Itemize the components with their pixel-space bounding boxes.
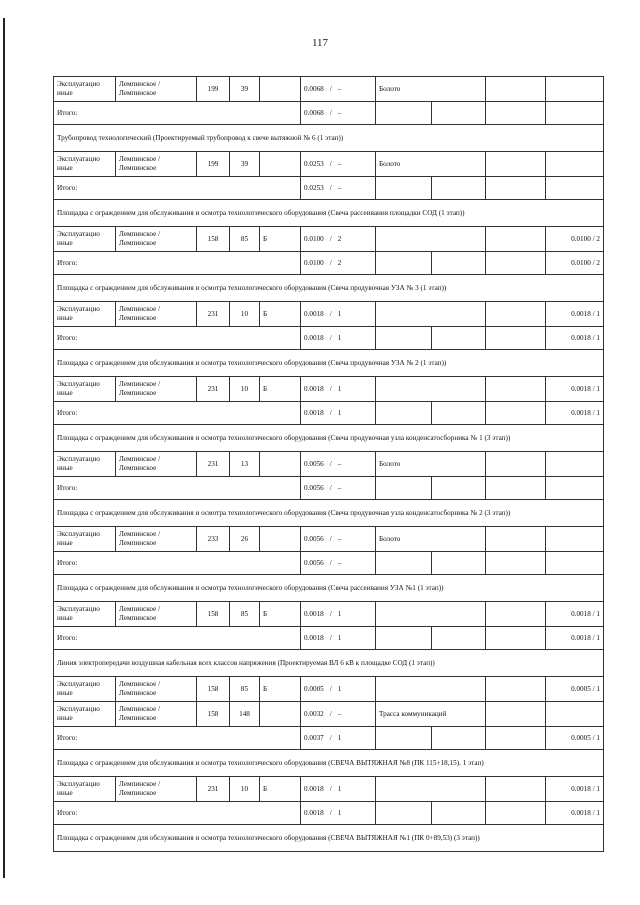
area-cell [301,802,376,825]
area-separator: / [329,159,332,168]
section-title: Площадка с ограждением для обслуживания и осмотра технологического оборудования (Свеча рассеивания площадки СОД (1 этап)) [57,208,465,217]
area-count: 1 [337,733,342,742]
area-count: – [337,108,342,117]
forest-area-value: 0.0018 / 1 [571,384,601,393]
section-title: Площадка с ограждением для обслуживания и осмотра технологического оборудования (Свеча продувочная узла конденсатосборника № 1 (3 этап)) [57,433,511,442]
area-count: 1 [337,309,342,318]
area-count: – [337,709,342,718]
area-count: – [337,183,342,192]
area-separator: / [329,408,332,417]
quarter-number: 231 [207,384,219,393]
area-cell [301,727,376,750]
forest-area-value: 0.0005 / 1 [571,684,601,693]
total-forest-area: 0.0100 / 2 [571,258,601,267]
protection-code: Б [263,234,268,243]
quarter-number: 158 [207,609,219,618]
area-value: 0.0100 [304,234,324,243]
area-value: 0.0056 [304,558,324,567]
area-separator: / [329,384,332,393]
quarter-number: 231 [207,309,219,318]
area-count: – [337,459,342,468]
area-separator: / [329,309,332,318]
total-label: Итого: [57,733,78,742]
section-title: Линия электропередачи воздушная кабельная всех классов напряжения (Проектируемая ВЛ 6 кВ к площадке СОД (1 этап)) [57,658,435,667]
area-cell [301,602,376,627]
parcel-number: 85 [240,684,249,693]
protection-code: Б [263,684,268,693]
land-category: Эксплуатацио нные [57,80,100,97]
total-row [54,727,604,750]
section-title: Трубопровод технологический (Проектируемый трубопровод к свече вытяжной № 6 (1 этап)) [57,133,344,142]
table-row [54,377,604,402]
area-count: – [337,534,342,543]
table-row [54,152,604,177]
area-count: 1 [337,684,342,693]
table-row [54,777,604,802]
quarter-number: 231 [207,784,219,793]
area-value: 0.0253 [304,159,324,168]
forestry-name: Лемпинское / Лемпинское [119,380,161,397]
total-row [54,627,604,650]
area-count: 2 [337,258,342,267]
total-row [54,477,604,500]
total-label: Итого: [57,808,78,817]
area-value: 0.0018 [304,384,324,393]
quarter-number: 199 [207,84,219,93]
area-value: 0.0056 [304,483,324,492]
total-label: Итого: [57,633,78,642]
forestry-name: Лемпинское / Лемпинское [119,780,161,797]
total-label: Итого: [57,558,78,567]
parcel-number: 85 [240,609,249,618]
quarter-number: 233 [207,534,219,543]
area-separator: / [329,709,332,718]
forestry-name: Лемпинское / Лемпинское [119,155,161,172]
land-category: Эксплуатацио нные [57,705,100,722]
area-cell [301,102,376,125]
area-separator: / [329,183,332,192]
protection-code: Б [263,609,268,618]
total-label: Итого: [57,408,78,417]
land-category: Эксплуатацио нные [57,780,100,797]
table-row [54,77,604,102]
area-cell [301,177,376,200]
area-separator: / [329,784,332,793]
area-cell [301,152,376,177]
parcel-number: 148 [239,709,250,718]
area-cell [301,377,376,402]
page-edge-rule [3,18,5,878]
area-value: 0.0032 [304,709,324,718]
area-value: 0.0018 [304,408,324,417]
area-cell [301,77,376,102]
area-separator: / [329,459,332,468]
area-separator: / [329,558,332,567]
section-title-row [54,500,604,527]
land-type: Болото [379,159,401,168]
area-separator: / [329,234,332,243]
area-cell [301,477,376,500]
table-row [54,302,604,327]
area-count: 1 [337,408,342,417]
area-separator: / [329,84,332,93]
table-row [54,452,604,477]
area-cell [301,252,376,275]
total-row [54,402,604,425]
area-value: 0.0100 [304,258,324,267]
land-category: Эксплуатацио нные [57,605,100,622]
total-label: Итого: [57,258,78,267]
area-cell [301,302,376,327]
total-forest-area: 0.0018 / 1 [571,808,601,817]
parcel-number: 10 [240,309,249,318]
total-forest-area: 0.0018 / 1 [571,633,601,642]
area-separator: / [329,808,332,817]
area-count: – [337,159,342,168]
section-title: Площадка с ограждением для обслуживания и осмотра технологического оборудования (СВЕЧА ВЫТЯЖНАЯ №8 (ПК 115+18,15). 1 этап) [57,758,484,767]
area-cell [301,702,376,727]
total-label: Итого: [57,483,78,492]
forestry-name: Лемпинское / Лемпинское [119,455,161,472]
parcel-number: 10 [240,784,249,793]
total-label: Итого: [57,183,78,192]
forest-area-value: 0.0018 / 1 [571,309,601,318]
area-separator: / [329,609,332,618]
land-category: Эксплуатацио нные [57,230,100,247]
land-category: Эксплуатацио нные [57,680,100,697]
area-separator: / [329,733,332,742]
forestry-name: Лемпинское / Лемпинское [119,80,161,97]
land-category: Эксплуатацио нные [57,155,100,172]
total-forest-area: 0.0005 / 1 [571,733,601,742]
land-type: Трасса коммуникаций [379,709,447,718]
land-category: Эксплуатацио нные [57,455,100,472]
total-row [54,802,604,825]
land-category: Эксплуатацио нные [57,380,100,397]
area-separator: / [329,633,332,642]
forestry-name: Лемпинское / Лемпинское [119,705,161,722]
area-separator: / [329,333,332,342]
table-row [54,677,604,702]
area-value: 0.0005 [304,684,324,693]
forest-area-value: 0.0100 / 2 [571,234,601,243]
area-separator: / [329,258,332,267]
table-row [54,527,604,552]
forest-area-value: 0.0018 / 1 [571,609,601,618]
total-row [54,102,604,125]
area-cell [301,452,376,477]
area-count: 1 [337,333,342,342]
total-row [54,552,604,575]
area-value: 0.0037 [304,733,324,742]
land-type: Болото [379,534,401,543]
parcel-number: 39 [240,159,249,168]
area-count: – [337,558,342,567]
quarter-number: 158 [207,709,219,718]
quarter-number: 158 [207,234,219,243]
section-title-row [54,825,604,852]
section-title: Площадка с ограждением для обслуживания и осмотра технологического оборудования (Свеча продувочная УЗА № 3 (1 этап)) [57,283,447,292]
table-row [54,227,604,252]
land-category: Эксплуатацио нные [57,530,100,547]
area-value: 0.0068 [304,84,324,93]
section-title-row [54,200,604,227]
total-row [54,327,604,350]
area-value: 0.0018 [304,333,324,342]
section-title-row [54,275,604,302]
forestry-name: Лемпинское / Лемпинское [119,530,161,547]
forestry-name: Лемпинское / Лемпинское [119,605,161,622]
area-value: 0.0018 [304,309,324,318]
section-title: Площадка с ограждением для обслуживания и осмотра технологического оборудования (Свеча продувочная узла конденсатосборника № 2 (3 этап)) [57,508,511,517]
forestry-name: Лемпинское / Лемпинское [119,680,161,697]
area-separator: / [329,534,332,543]
area-separator: / [329,684,332,693]
area-count: 1 [337,784,342,793]
forestry-name: Лемпинское / Лемпинское [119,305,161,322]
quarter-number: 231 [207,459,219,468]
forestry-name: Лемпинское / Лемпинское [119,230,161,247]
land-type: Болото [379,84,401,93]
total-label: Итого: [57,108,78,117]
table-row [54,702,604,727]
section-title: Площадка с ограждением для обслуживания и осмотра технологического оборудования (Свеча рассеивания УЗА №1 (1 этап)) [57,583,444,592]
parcel-number: 39 [240,84,249,93]
section-title-row [54,125,604,152]
total-row [54,252,604,275]
section-title-row [54,575,604,602]
area-value: 0.0018 [304,808,324,817]
area-count: – [337,84,342,93]
area-value: 0.0018 [304,609,324,618]
total-forest-area: 0.0018 / 1 [571,333,601,342]
protection-code: Б [263,384,268,393]
area-separator: / [329,108,332,117]
parcel-number: 10 [240,384,249,393]
area-cell [301,552,376,575]
area-value: 0.0018 [304,633,324,642]
section-title-row [54,350,604,377]
section-title-row [54,425,604,452]
total-forest-area: 0.0018 / 1 [571,408,601,417]
parcel-number: 26 [240,534,249,543]
land-category: Эксплуатацио нные [57,305,100,322]
area-cell [301,402,376,425]
area-value: 0.0056 [304,459,324,468]
area-count: 1 [337,609,342,618]
area-cell [301,527,376,552]
quarter-number: 158 [207,684,219,693]
land-register-table [53,76,604,852]
protection-code: Б [263,309,268,318]
area-count: 2 [337,234,342,243]
table-row [54,602,604,627]
parcel-number: 85 [240,234,249,243]
area-count: 1 [337,384,342,393]
land-type: Болото [379,459,401,468]
page-number: 117 [311,37,329,49]
area-value: 0.0018 [304,784,324,793]
area-count: – [337,483,342,492]
area-cell [301,777,376,802]
area-value: 0.0056 [304,534,324,543]
area-separator: / [329,483,332,492]
area-value: 0.0068 [304,108,324,117]
area-value: 0.0253 [304,183,324,192]
total-row [54,177,604,200]
area-count: 1 [337,808,342,817]
forest-area-value: 0.0018 / 1 [571,784,601,793]
area-cell [301,677,376,702]
area-count: 1 [337,633,342,642]
total-label: Итого: [57,333,78,342]
section-title: Площадка с ограждением для обслуживания и осмотра технологического оборудования (Свеча продувочная УЗА № 2 (1 этап)) [57,358,447,367]
quarter-number: 199 [207,159,219,168]
section-title-row [54,750,604,777]
section-title-row [54,650,604,677]
area-cell [301,227,376,252]
parcel-number: 13 [240,459,249,468]
area-cell [301,327,376,350]
protection-code: Б [263,784,268,793]
area-cell [301,627,376,650]
section-title: Площадка с ограждением для обслуживания и осмотра технологического оборудования (СВЕЧА ВЫТЯЖНАЯ №1 (ПК 0+89,53) (3 этап)) [57,833,480,842]
